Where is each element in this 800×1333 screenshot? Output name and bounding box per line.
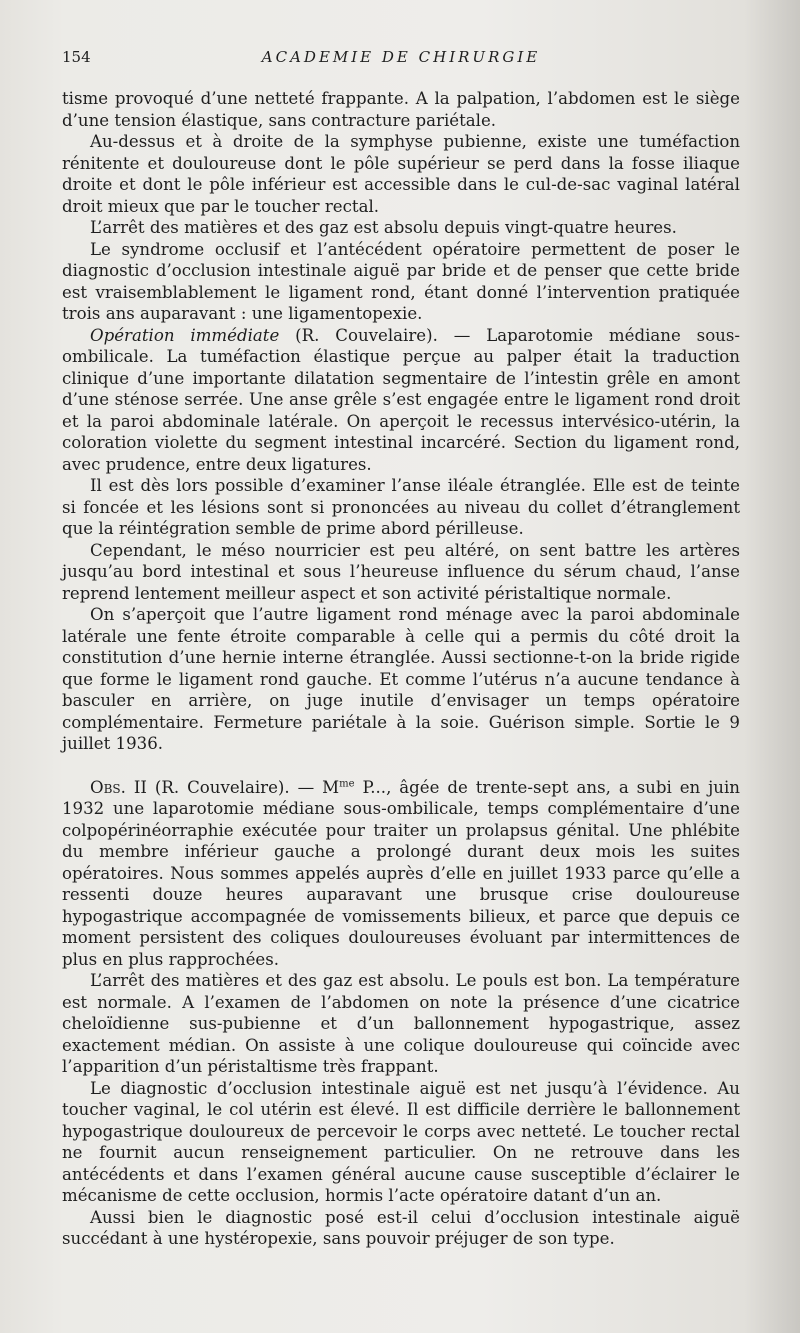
paragraph: Il est dès lors possible d’examiner l’anse iléale étranglée. Elle est de teinte si foncée et les lésions sont si prononcées au niveau du collet d’étranglement que la réintégration semble de prime abord périlleuse. [62,476,740,538]
paragraph: Cependant, le méso nourricier est peu altéré, on sent battre les artères jusqu’au bord intestinal et sous l’heureuse influence du sérum chaud, l’anse reprend lentement meilleur aspect et son activité péristaltique normale. [62,540,740,603]
body-text [62,88,740,1250]
paragraph: Au-dessus et à droite de la symphyse pubienne, existe une tuméfaction rénitente et douloureuse dont le pôle supérieur se perd dans la fosse iliaque droite et dont le pôle inférieur est accessible dans le cul-de-sac vaginal latéral droit mieux que par le toucher rectal. [62,132,740,216]
observation-label: Obs. II [90,777,147,797]
paragraph: Le diagnostic d’occlusion intestinale aiguë est net jusqu’à l’évidence. Au toucher vaginal, le col utérin est élevé. Il est difficile derrière le ballonnement hypogastrique douloureux de percevoir le corps avec netteté. Le toucher rectal ne fournit aucun renseignement particulier. On ne retrouve dans les antécédents et dans l’examen général aucune cause susceptible d’éclairer le mécanisme de cette occlusion, hormis l’acte opératoire datant d’un an. [62,1078,740,1205]
paragraph: Aussi bien le diagnostic posé est-il celui d’occlusion intestinale aiguë succédant à une hystéropexie, sans pouvoir préjuger de son type. [62,1207,740,1248]
observation-paragraph [62,777,740,971]
page-number: 154 [62,48,91,66]
observation-text-a: (R. Couvelaire). — M [146,777,340,797]
operation-label: Opération immédiate [90,325,280,345]
page-header [62,48,740,70]
operation-paragraph [62,325,740,476]
paragraph: L’arrêt des matières et des gaz est absolu depuis vingt-quatre heures. [90,218,677,237]
paragraph: L’arrêt des matières et des gaz est absolu. Le pouls est bon. La température est normale. A l’examen de l’abdomen on note la présence d’une cicatrice cheloïdienne sus-pubienne et d’un ballonnement hypogastrique, assez exactement médian. On assiste à une colique douloureuse qui coïncide avec l’apparition d’un péristaltisme très frappant. [62,971,740,1076]
observation-superscript: me [339,777,355,789]
observation-text-b: P..., âgée de trente-sept ans, a subi en juin 1932 une laparotomie médiane sous-ombilicale, temps complémentaire d’une colpopérinéorraphie exécutée pour traiter un prolapsus génital. Une phlébite du membre inférieur gauche a prolongé durant deux mois les suites opératoires. Nous sommes appelés auprès d’elle en juillet 1933 parce qu’elle a ressenti douze heures auparavant une brusque crise douloureuse hypogastrique accompagnée de vomissements bilieux, et parce que depuis ce moment persistent des coliques douloureuses évoluant par intermittences de plus en plus rapprochées. [62,777,740,969]
paragraph: Le syndrome occlusif et l’antécédent opératoire permettent de poser le diagnostic d’occlusion intestinale aiguë par bride et de penser que cette bride est vraisemblablement le ligament rond, étant donné l’intervention pratiquée trois ans auparavant : une ligamentopexie. [62,239,740,323]
paragraph: tisme provoqué d’une netteté frappante. A la palpation, l’abdomen est le siège d’une tension élastique, sans contracture pariétale. [62,89,740,130]
operation-text: (R. Couvelaire). — Laparotomie médiane sous-ombilicale. La tuméfaction élastique perçue au palper était la traduction clinique d’une importante dilatation segmentaire de l’intestin grêle en amont d’une sténose serrée. Une anse grêle s’est engagée entre le ligament rond droit et la paroi abdominale latérale. On aperçoit le recessus intervésico-utérin, la coloration violette du segment intestinal incarcéré. Section du ligament rond, avec prudence, entre deux ligatures. [62,325,740,474]
running-title: ACADEMIE DE CHIRURGIE [261,48,541,66]
section-gap [62,755,740,777]
paragraph: On s’aperçoit que l’autre ligament rond ménage avec la paroi abdominale latérale une fente étroite comparable à celle qui a permis du côté droit la constitution d’une hernie interne étranglée. Aussi sectionne-t-on la bride rigide que forme le ligament rond gauche. Et comme l’utérus n’a aucune tendance à basculer en arrière, on juge inutile d’envisager un temps opératoire complémentaire. Fermeture pariétale à la soie. Guérison simple. Sortie le 9 juillet 1936. [62,605,740,753]
